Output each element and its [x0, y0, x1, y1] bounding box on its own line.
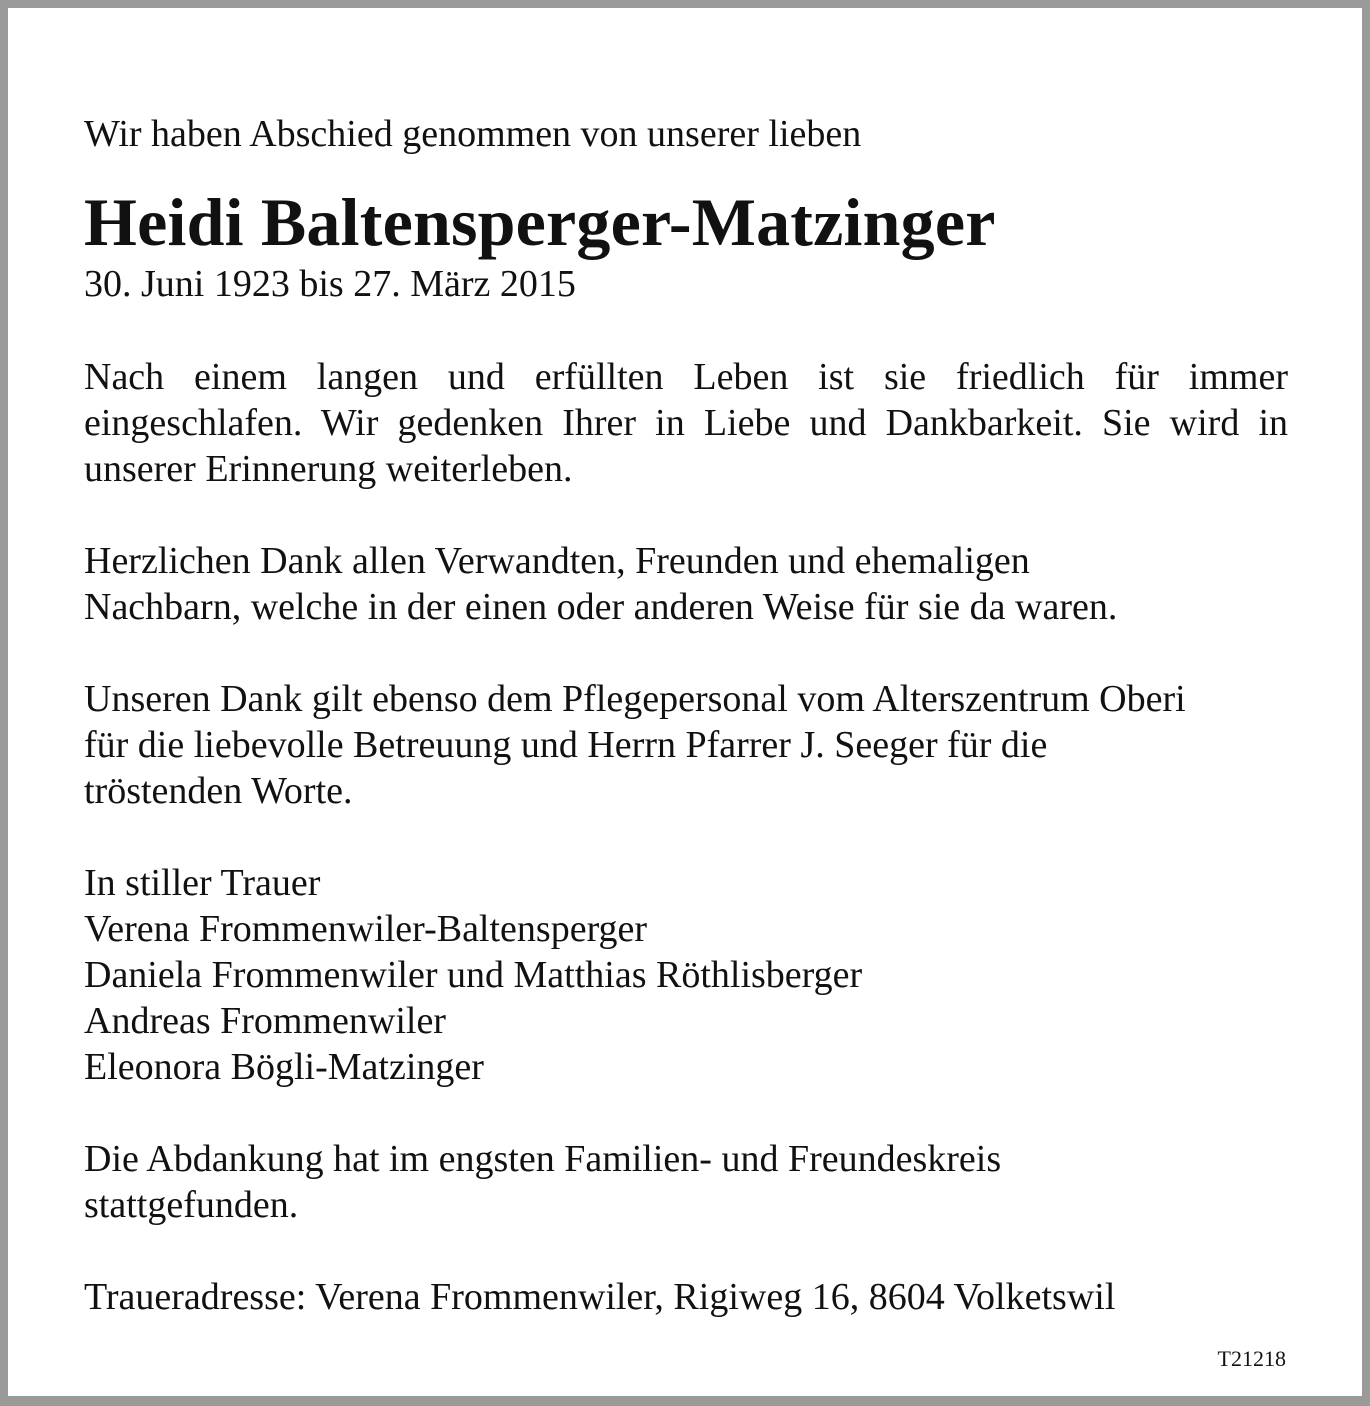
paragraph-thanks-relatives — [84, 538, 1288, 630]
obituary-notice — [84, 108, 1288, 1320]
text-line: für die liebevolle Betreuung und Herrn Pfarrer J. Seeger für die — [84, 724, 1048, 766]
mourner-name: Daniela Frommenwiler und Matthias Röthlisberger — [84, 954, 863, 996]
text-line: Unseren Dank gilt ebenso dem Pflegepersonal vom Alterszentrum Oberi — [84, 678, 1186, 720]
paragraph-thanks-care — [84, 676, 1288, 814]
text-line: tröstenden Worte. — [84, 770, 353, 812]
text-line: stattgefunden. — [84, 1184, 299, 1226]
text-line: Herzlichen Dank allen Verwandten, Freunden und ehemaligen — [84, 540, 1030, 582]
paragraph-remembrance: Nach einem langen und erfüllten Leben ist sie friedlich für immer eingeschlafen. Wir gedenken Ihrer in Liebe und Dankbarkeit. Sie wird in unserer Erinnerung weiterleben. — [84, 356, 1288, 490]
mourner-name: Eleonora Bögli-Matzinger — [84, 1046, 484, 1088]
text-line: Die Abdankung hat im engsten Familien- und Freundeskreis — [84, 1138, 1002, 1180]
life-dates: 30. Juni 1923 bis 27. März 2015 — [84, 263, 576, 305]
mourner-name: Verena Frommenwiler-Baltensperger — [84, 908, 648, 950]
deceased-name: Heidi Baltensperger-Matzinger — [84, 184, 996, 260]
mourning-address: Traueradresse: Verena Frommenwiler, Rigiweg 16, 8604 Volketswil — [84, 1276, 1116, 1318]
mourner-name: Andreas Frommenwiler — [84, 1000, 446, 1042]
mourning-heading: In stiller Trauer — [84, 862, 321, 904]
reference-code: T21218 — [1217, 1346, 1286, 1371]
intro-text: Wir haben Abschied genommen von unserer lieben — [84, 113, 862, 155]
mourners-list — [84, 860, 1288, 1090]
text-line: Nachbarn, welche in der einen oder anderen Weise für sie da waren. — [84, 586, 1118, 628]
paragraph-funeral — [84, 1136, 1288, 1228]
